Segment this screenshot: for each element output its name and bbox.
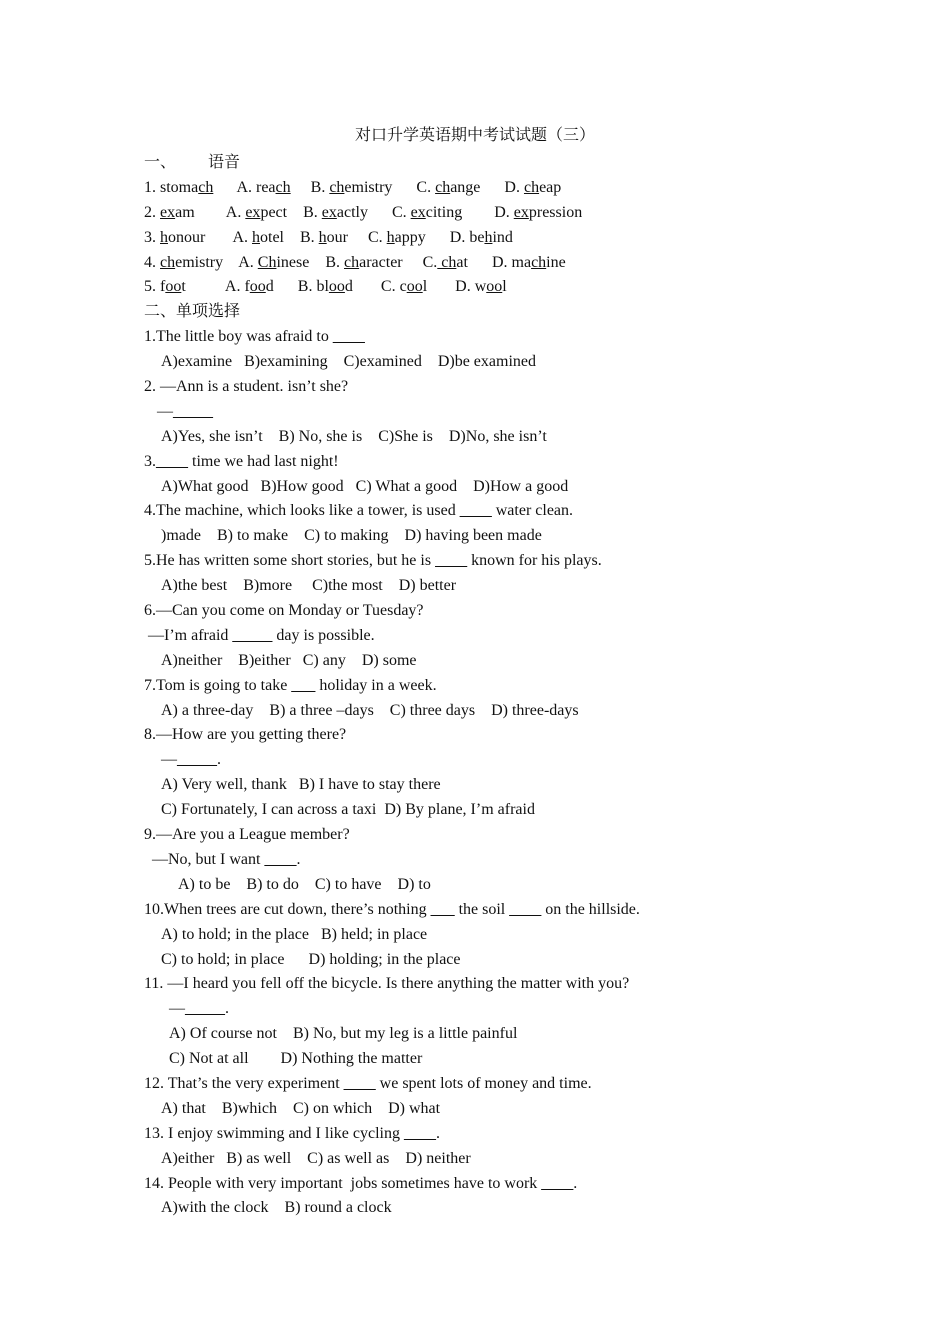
underlined-text: ch xyxy=(329,178,345,196)
text-segment: A) a three-day B) a three –days C) three days D) three-days xyxy=(161,701,579,719)
question-line xyxy=(144,1072,844,1097)
question-line xyxy=(144,1097,844,1122)
questions-list xyxy=(144,325,844,1221)
underlined-text: ex xyxy=(321,203,337,221)
text-segment: emistry C. xyxy=(344,178,436,196)
underlined-text: ___ xyxy=(291,676,316,694)
underlined-text: ____ xyxy=(509,900,542,918)
text-segment: A) Very well, thank B) I have to stay there xyxy=(161,776,441,794)
text-segment: 13. I enjoy swimming and I like cycling xyxy=(144,1124,404,1142)
text-segment: 1. stoma xyxy=(144,178,199,196)
underlined-text: ex xyxy=(410,203,426,221)
underlined-text: ___ xyxy=(430,900,455,918)
text-segment: 2. —Ann is a student. isn’t she? xyxy=(144,378,349,396)
section-heading-phonetics: 一、 语音 xyxy=(144,154,241,171)
text-segment: 7.Tom is going to take xyxy=(144,676,292,694)
text-segment: the soil xyxy=(454,900,510,918)
underlined-text: ____ xyxy=(403,1124,436,1142)
text-segment: appy D. be xyxy=(394,228,485,246)
phonetics-line xyxy=(144,201,844,226)
text-segment: citing D. xyxy=(425,203,514,221)
question-line xyxy=(144,1122,844,1147)
text-segment: 5. f xyxy=(144,278,166,296)
question-line xyxy=(144,1172,844,1197)
underlined-text: _____ xyxy=(185,1000,225,1018)
text-segment: 9.—Are you a League member? xyxy=(144,826,350,844)
question-line xyxy=(144,499,844,524)
question-line xyxy=(144,773,844,798)
question-line xyxy=(144,1196,844,1221)
question-line xyxy=(144,1047,844,1072)
text-segment: inese B. xyxy=(276,253,344,271)
phonetics-list xyxy=(144,176,844,300)
question-line xyxy=(144,649,844,674)
question-line xyxy=(144,848,844,873)
text-segment: . xyxy=(296,850,301,868)
text-segment: )made B) to make C) to making D) having been made xyxy=(161,527,542,545)
text-segment: 3. xyxy=(144,228,160,246)
question-line xyxy=(144,425,844,450)
underlined-text: ex xyxy=(160,203,176,221)
text-segment: 10.When trees are cut down, there’s nothing xyxy=(144,900,431,918)
underlined-text: h xyxy=(252,228,260,246)
text-segment: d C. c xyxy=(344,278,407,296)
question-line xyxy=(144,400,844,425)
underlined-text: ch xyxy=(435,178,451,196)
underlined-text: ch xyxy=(531,253,547,271)
text-segment: A)What good B)How good C) What a good D)How a good xyxy=(161,477,569,495)
underlined-text: ch xyxy=(198,178,214,196)
question-line xyxy=(144,574,844,599)
text-segment: known for his plays. xyxy=(467,552,602,570)
text-segment: pression xyxy=(528,203,583,221)
text-segment: C) Fortunately, I can across a taxi D) By plane, I’m afraid xyxy=(161,801,535,819)
question-line xyxy=(144,898,844,923)
underlined-text: ex xyxy=(245,203,261,221)
underlined-text: h xyxy=(386,228,395,246)
text-segment: onour A. xyxy=(168,228,252,246)
phonetics-line xyxy=(144,176,844,201)
underlined-text: oo xyxy=(406,278,423,296)
text-segment: A) to be B) to do C) to have D) to xyxy=(178,875,431,893)
underlined-text: ____ xyxy=(156,452,188,470)
text-segment: am A. xyxy=(175,203,246,221)
underlined-text: _____ xyxy=(173,402,213,420)
underlined-text: h xyxy=(160,228,168,246)
text-segment: A) that B)which C) on which D) what xyxy=(161,1099,441,1117)
underlined-text: oo xyxy=(486,278,503,296)
text-segment: emistry A. xyxy=(175,253,258,271)
text-segment: t A. f xyxy=(181,278,250,296)
text-segment: A)Yes, she isn’t B) No, she is C)She is D)No, she isn’t xyxy=(161,427,547,445)
text-segment: A. rea xyxy=(213,178,276,196)
text-segment: . xyxy=(573,1174,578,1192)
section-heading-choice: 二、单项选择 xyxy=(144,303,241,321)
underlined-text: oo xyxy=(165,278,182,296)
underlined-text: ____ xyxy=(264,850,297,868)
text-segment: A)either B) as well C) as well as D) neither xyxy=(161,1149,471,1167)
text-segment: l xyxy=(502,278,507,296)
underlined-text: ____ xyxy=(459,502,492,520)
page-title: 对口升学英语期中考试试题（三） xyxy=(354,127,595,144)
question-line xyxy=(144,972,844,997)
question-line xyxy=(144,475,844,500)
text-segment: on the hillside. xyxy=(541,900,640,918)
underlined-text: ____ xyxy=(343,1074,376,1092)
text-segment: 4. xyxy=(144,253,160,271)
question-line xyxy=(144,450,844,475)
question-line xyxy=(144,748,844,773)
text-segment: 6.—Can you come on Monday or Tuesday? xyxy=(144,602,424,620)
text-segment: C) Not at all D) Nothing the matter xyxy=(169,1050,423,1068)
text-segment: . xyxy=(217,751,221,769)
underlined-text: oo xyxy=(328,278,345,296)
text-segment: — xyxy=(149,402,173,420)
underlined-text: ch xyxy=(275,178,291,196)
underlined-text: oo xyxy=(249,278,266,296)
question-line xyxy=(144,524,844,549)
underlined-text: h xyxy=(318,228,327,246)
text-segment: 3. xyxy=(144,452,156,470)
underlined-text: ch xyxy=(344,253,360,271)
text-segment: A)examine B)examining C)examined D)be examined xyxy=(161,353,536,371)
phonetics-line xyxy=(144,226,844,251)
underlined-text: ch xyxy=(437,253,457,271)
text-segment: d B. bl xyxy=(265,278,329,296)
question-line xyxy=(144,997,844,1022)
underlined-text: _____ xyxy=(232,626,273,644)
exam-content xyxy=(144,151,844,1221)
question-line xyxy=(144,948,844,973)
question-line xyxy=(144,1022,844,1047)
text-segment: our C. xyxy=(326,228,387,246)
text-segment: —I’m afraid xyxy=(144,626,233,644)
question-line xyxy=(144,1147,844,1172)
phonetics-line xyxy=(144,251,844,276)
text-segment: time we had last night! xyxy=(188,452,339,470)
text-segment: A)the best B)more C)the most D) better xyxy=(161,577,457,595)
text-segment: 14. People with very important jobs sometimes have to work xyxy=(144,1174,542,1192)
question-line xyxy=(144,699,844,724)
text-segment: day is possible. xyxy=(272,626,375,644)
text-segment: ine xyxy=(546,253,566,271)
text-segment: . xyxy=(435,1124,440,1142)
underlined-text: ____ xyxy=(435,552,468,570)
underlined-text: ch xyxy=(160,253,176,271)
text-segment: at D. ma xyxy=(456,253,532,271)
underlined-text: _____ xyxy=(177,751,217,769)
question-line xyxy=(144,823,844,848)
text-segment: — xyxy=(169,1000,185,1018)
underlined-text: Ch xyxy=(257,253,277,271)
text-segment: eap xyxy=(539,178,562,196)
text-segment: holiday in a week. xyxy=(315,676,437,694)
text-segment: otel B. xyxy=(260,228,319,246)
underlined-text: ____ xyxy=(332,328,365,346)
question-line xyxy=(144,624,844,649)
text-segment: ange D. xyxy=(450,178,524,196)
question-line xyxy=(144,873,844,898)
question-line xyxy=(144,375,844,400)
underlined-text: h xyxy=(484,228,493,246)
question-line xyxy=(144,325,844,350)
text-segment: A) to hold; in the place B) held; in place xyxy=(161,925,428,943)
question-line xyxy=(144,674,844,699)
text-segment: C) to hold; in place D) holding; in the place xyxy=(161,950,461,968)
text-segment: . xyxy=(225,1000,229,1018)
underlined-text: ch xyxy=(523,178,540,196)
text-segment: A) Of course not B) No, but my leg is a little painful xyxy=(169,1025,518,1043)
text-segment: A)neither B)either C) any D) some xyxy=(161,651,417,669)
underlined-text: ex xyxy=(513,203,529,221)
question-line xyxy=(144,798,844,823)
phonetics-line xyxy=(144,275,844,300)
question-line xyxy=(144,599,844,624)
underlined-text: ____ xyxy=(541,1174,574,1192)
text-segment: —No, but I want xyxy=(144,850,265,868)
text-segment: — xyxy=(161,751,177,769)
question-line xyxy=(144,549,844,574)
text-segment: 5.He has written some short stories, but he is xyxy=(144,552,436,570)
text-segment: 11. —I heard you fell off the bicycle. Is there anything the matter with you? xyxy=(144,975,630,993)
text-segment: B. xyxy=(290,178,330,196)
text-segment: l D. w xyxy=(422,278,487,296)
text-segment: A)with the clock B) round a clock xyxy=(161,1199,392,1217)
question-line xyxy=(144,723,844,748)
text-segment: 12. That’s the very experiment xyxy=(144,1074,344,1092)
text-segment: water clean. xyxy=(491,502,574,520)
text-segment: ind xyxy=(492,228,513,246)
text-segment: 1.The little boy was afraid to xyxy=(144,328,333,346)
question-line xyxy=(144,350,844,375)
text-segment: 4.The machine, which looks like a tower, is used xyxy=(144,502,460,520)
text-segment: aracter C. xyxy=(359,253,438,271)
text-segment: 2. xyxy=(144,203,160,221)
text-segment: actly C. xyxy=(336,203,411,221)
text-segment: we spent lots of money and time. xyxy=(375,1074,592,1092)
question-line xyxy=(144,923,844,948)
text-segment: 8.—How are you getting there? xyxy=(144,726,347,744)
text-segment: pect B. xyxy=(260,203,322,221)
